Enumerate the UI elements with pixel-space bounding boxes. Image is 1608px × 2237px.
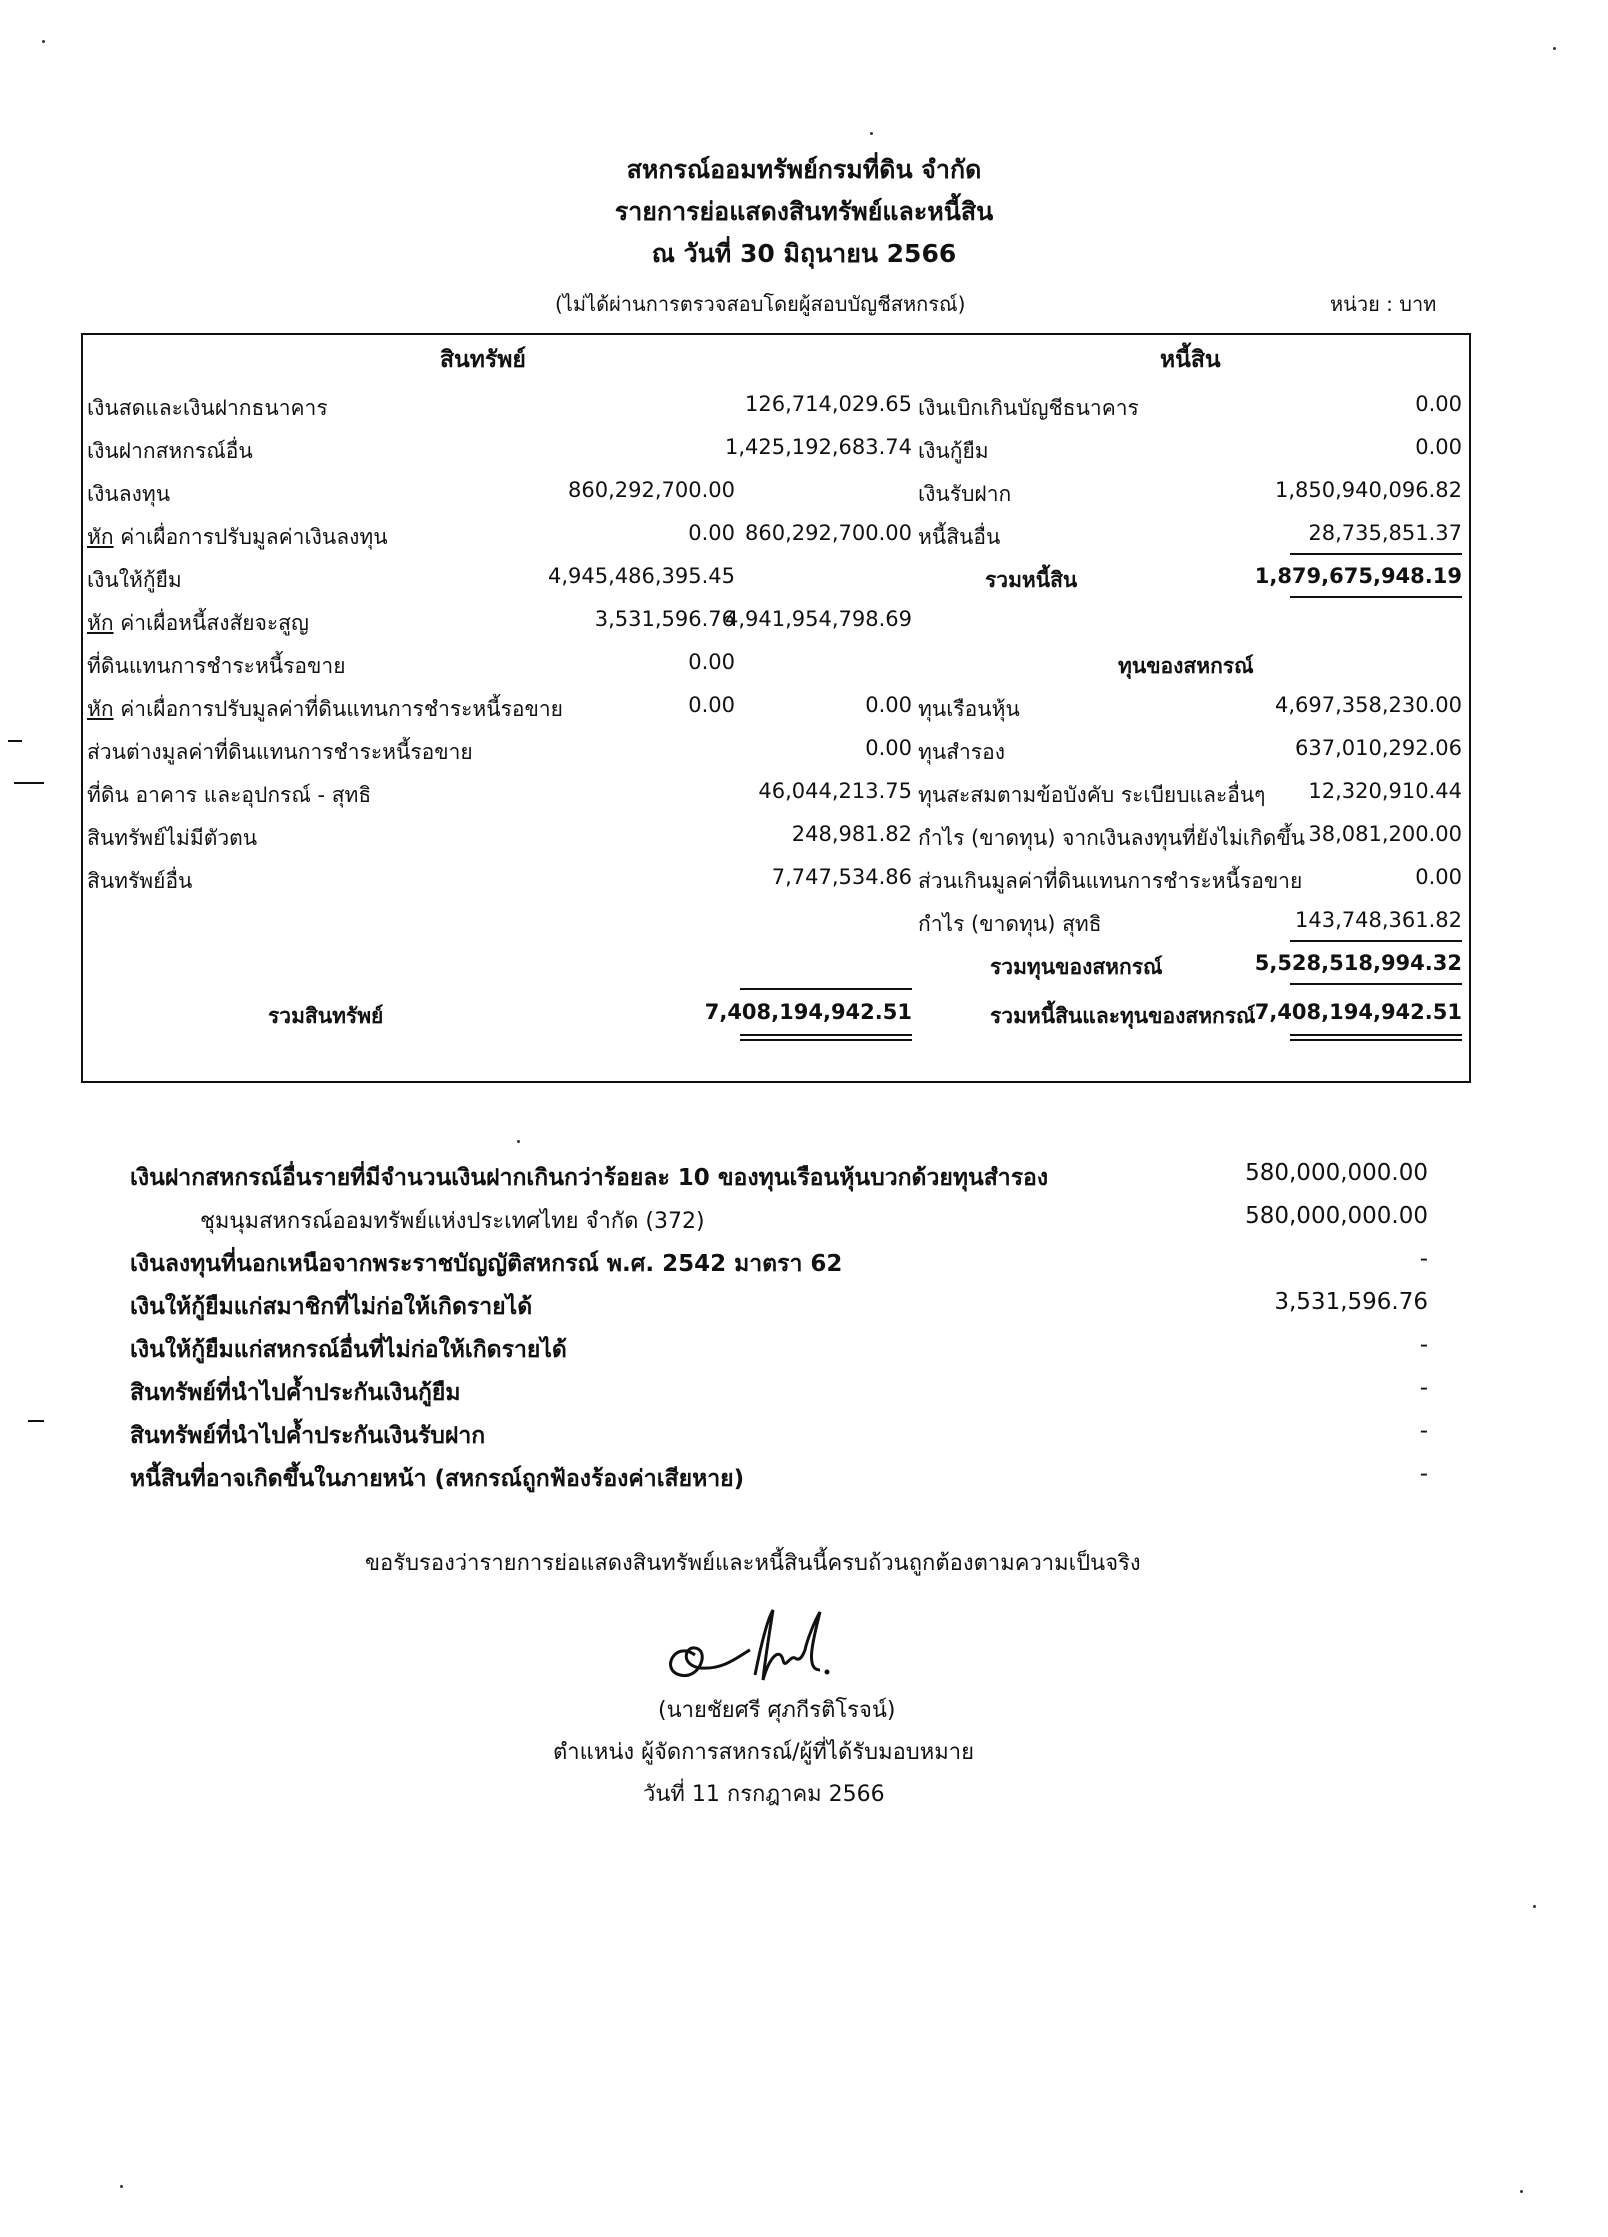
- liability-amount: 0.00: [1415, 392, 1462, 416]
- asset-subamount: 0.00: [688, 650, 735, 674]
- equity-label: ทุนเรือนหุ้น: [918, 697, 1020, 721]
- liability-amount: 0.00: [1415, 435, 1462, 459]
- note-amount: -: [1419, 1375, 1428, 1401]
- note-amount: -: [1419, 1246, 1428, 1272]
- equity-label: กำไร (ขาดทุน) สุทธิ: [918, 912, 1102, 936]
- liability-label: เงินกู้ยืม: [918, 439, 989, 463]
- total-liab-equity: 7,408,194,942.51: [1254, 1000, 1462, 1024]
- asset-label: สินทรัพย์ไม่มีตัวตน: [87, 826, 258, 850]
- doc-title: รายการย่อแสดงสินทรัพย์และหนี้สิน: [614, 197, 994, 226]
- note-label: เงินให้กู้ยืมแก่สหกรณ์อื่นที่ไม่ก่อให้เกิดรายได้: [130, 1337, 567, 1363]
- note-amount: 3,531,596.76: [1274, 1289, 1428, 1315]
- deduct-label: หัก: [87, 611, 114, 635]
- total-liabilities-label: รวมหนี้สิน: [985, 568, 1078, 592]
- equity-amount: 4,697,358,230.00: [1274, 693, 1462, 717]
- signature-image: [655, 1600, 855, 1690]
- equity-label: ทุนสำรอง: [918, 740, 1005, 764]
- scan-speck: [1520, 2190, 1523, 2193]
- asset-label: สินทรัพย์อื่น: [87, 869, 193, 893]
- asset-amount: 1,425,192,683.74: [724, 435, 912, 459]
- note-label: เงินฝากสหกรณ์อื่นรายที่มีจำนวนเงินฝากเกินกว่าร้อยละ 10 ของทุนเรือนหุ้นบวกด้วยทุนสำรอง: [130, 1165, 1049, 1191]
- scan-mark: [14, 782, 44, 784]
- asset-amount: 4,941,954,798.69: [724, 607, 912, 631]
- equity-amount: 0.00: [1415, 865, 1462, 889]
- scan-speck: [1533, 1905, 1536, 1908]
- deduct-label: หัก: [87, 697, 114, 721]
- scan-speck: [1553, 47, 1556, 50]
- double-rule: [740, 1034, 912, 1036]
- asset-label: ค่าเผื่อการปรับมูลค่าเงินลงทุน: [120, 525, 388, 549]
- asset-subamount: 3,531,596.76: [594, 607, 735, 631]
- asset-label: ที่ดินแทนการชำระหนี้รอขาย: [87, 654, 346, 678]
- double-rule: [1290, 1039, 1462, 1041]
- asset-label: เงินสดและเงินฝากธนาคาร: [87, 396, 328, 420]
- signer-name: (นายชัยศรี ศุภกีรติโรจน์): [658, 1698, 896, 1723]
- asset-deduct-row: [87, 521, 388, 554]
- asset-subamount: 4,945,486,395.45: [547, 564, 735, 588]
- asset-amount: 126,714,029.65: [745, 392, 912, 416]
- total-equity: 5,528,518,994.32: [1254, 951, 1462, 975]
- asset-label: ค่าเผื่อหนี้สงสัยจะสูญ: [120, 611, 309, 635]
- asset-label: เงินลงทุน: [87, 482, 171, 506]
- asset-amount: 0.00: [865, 736, 912, 760]
- total-liabilities: 1,879,675,948.19: [1254, 564, 1462, 588]
- note-label: หนี้สินที่อาจเกิดขึ้นในภายหน้า (สหกรณ์ถูกฟ้องร้องค่าเสียหาย): [130, 1466, 745, 1492]
- org-title: สหกรณ์ออมทรัพย์กรมที่ดิน จำกัด: [626, 155, 982, 184]
- rule: [740, 988, 912, 990]
- assets-heading: สินทรัพย์: [440, 347, 526, 373]
- liability-amount: 1,850,940,096.82: [1274, 478, 1462, 502]
- asset-label: ค่าเผื่อการปรับมูลค่าที่ดินแทนการชำระหนี้รอขาย: [120, 697, 563, 721]
- rule: [1290, 983, 1462, 985]
- unit-label: หน่วย : บาท: [1330, 292, 1437, 316]
- asset-amount: 860,292,700.00: [745, 521, 912, 545]
- liability-label: เงินเบิกเกินบัญชีธนาคาร: [918, 396, 1139, 420]
- note-amount: -: [1419, 1418, 1428, 1444]
- asset-label: ส่วนต่างมูลค่าที่ดินแทนการชำระหนี้รอขาย: [87, 740, 473, 764]
- audit-note: (ไม่ได้ผ่านการตรวจสอบโดยผู้สอบบัญชีสหกรณ์): [555, 292, 966, 316]
- asset-label: ที่ดิน อาคาร และอุปกรณ์ - สุทธิ: [87, 783, 372, 807]
- equity-amount: 637,010,292.06: [1295, 736, 1462, 760]
- rule: [1290, 596, 1462, 598]
- total-assets-label: รวมสินทรัพย์: [268, 1004, 384, 1028]
- rule: [1290, 553, 1462, 555]
- note-amount: -: [1419, 1332, 1428, 1358]
- equity-amount: 143,748,361.82: [1295, 908, 1462, 932]
- asset-subamount: 860,292,700.00: [568, 478, 735, 502]
- asset-amount: 248,981.82: [791, 822, 912, 846]
- note-label: สินทรัพย์ที่นำไปค้ำประกันเงินรับฝาก: [130, 1423, 486, 1449]
- as-of-date: ณ วันที่ 30 มิถุนายน 2566: [651, 239, 957, 268]
- note-label: ชุมนุมสหกรณ์ออมทรัพย์แห่งประเทศไทย จำกัด (372): [200, 1209, 705, 1234]
- scan-speck: [120, 2185, 123, 2188]
- total-assets: 7,408,194,942.51: [704, 1000, 912, 1024]
- asset-subamount: 0.00: [688, 521, 735, 545]
- asset-amount: 0.00: [865, 693, 912, 717]
- scan-speck: [42, 40, 45, 43]
- total-equity-label: รวมทุนของสหกรณ์: [990, 955, 1163, 979]
- equity-label: กำไร (ขาดทุน) จากเงินลงทุนที่ยังไม่เกิดขึ้น: [918, 826, 1306, 850]
- asset-label: เงินให้กู้ยืม: [87, 568, 182, 592]
- rule: [1290, 940, 1462, 942]
- equity-amount: 38,081,200.00: [1308, 822, 1462, 846]
- asset-label: เงินฝากสหกรณ์อื่น: [87, 439, 253, 463]
- scan-speck: [517, 1140, 520, 1143]
- note-label: เงินลงทุนที่นอกเหนือจากพระราชบัญญัติสหกรณ์ พ.ศ. 2542 มาตรา 62: [130, 1251, 843, 1277]
- double-rule: [740, 1039, 912, 1041]
- asset-amount: 46,044,213.75: [758, 779, 912, 803]
- note-amount: 580,000,000.00: [1245, 1203, 1428, 1229]
- equity-amount: 12,320,910.44: [1308, 779, 1462, 803]
- equity-label: ทุนสะสมตามข้อบังคับ ระเบียบและอื่นๆ: [918, 783, 1266, 807]
- scan-mark: [28, 1420, 44, 1422]
- equity-heading: ทุนของสหกรณ์: [1118, 654, 1254, 678]
- note-amount: 580,000,000.00: [1245, 1160, 1428, 1186]
- liability-label: หนี้สินอื่น: [918, 525, 1001, 549]
- liability-amount: 28,735,851.37: [1308, 521, 1462, 545]
- liabilities-heading: หนี้สิน: [1160, 347, 1221, 373]
- note-amount: -: [1419, 1461, 1428, 1487]
- double-rule: [1290, 1034, 1462, 1036]
- note-label: เงินให้กู้ยืมแก่สมาชิกที่ไม่ก่อให้เกิดรายได้: [130, 1294, 533, 1320]
- signer-position: ตำแหน่ง ผู้จัดการสหกรณ์/ผู้ที่ได้รับมอบหมาย: [553, 1740, 974, 1765]
- asset-amount: 7,747,534.86: [771, 865, 912, 889]
- total-liab-equity-label: รวมหนี้สินและทุนของสหกรณ์: [990, 1004, 1256, 1028]
- note-label: สินทรัพย์ที่นำไปค้ำประกันเงินกู้ยืม: [130, 1380, 461, 1406]
- certification-text: ขอรับรองว่ารายการย่อแสดงสินทรัพย์และหนี้สินนี้ครบถ้วนถูกต้องตามความเป็นจริง: [365, 1551, 1141, 1576]
- asset-deduct-row: [87, 607, 309, 640]
- deduct-label: หัก: [87, 525, 114, 549]
- equity-label: ส่วนเกินมูลค่าที่ดินแทนการชำระหนี้รอขาย: [918, 869, 1303, 893]
- scan-mark: [8, 740, 22, 742]
- scan-speck: [870, 132, 873, 135]
- asset-subamount: 0.00: [688, 693, 735, 717]
- liability-label: เงินรับฝาก: [918, 482, 1012, 506]
- signer-date: วันที่ 11 กรกฎาคม 2566: [643, 1782, 885, 1807]
